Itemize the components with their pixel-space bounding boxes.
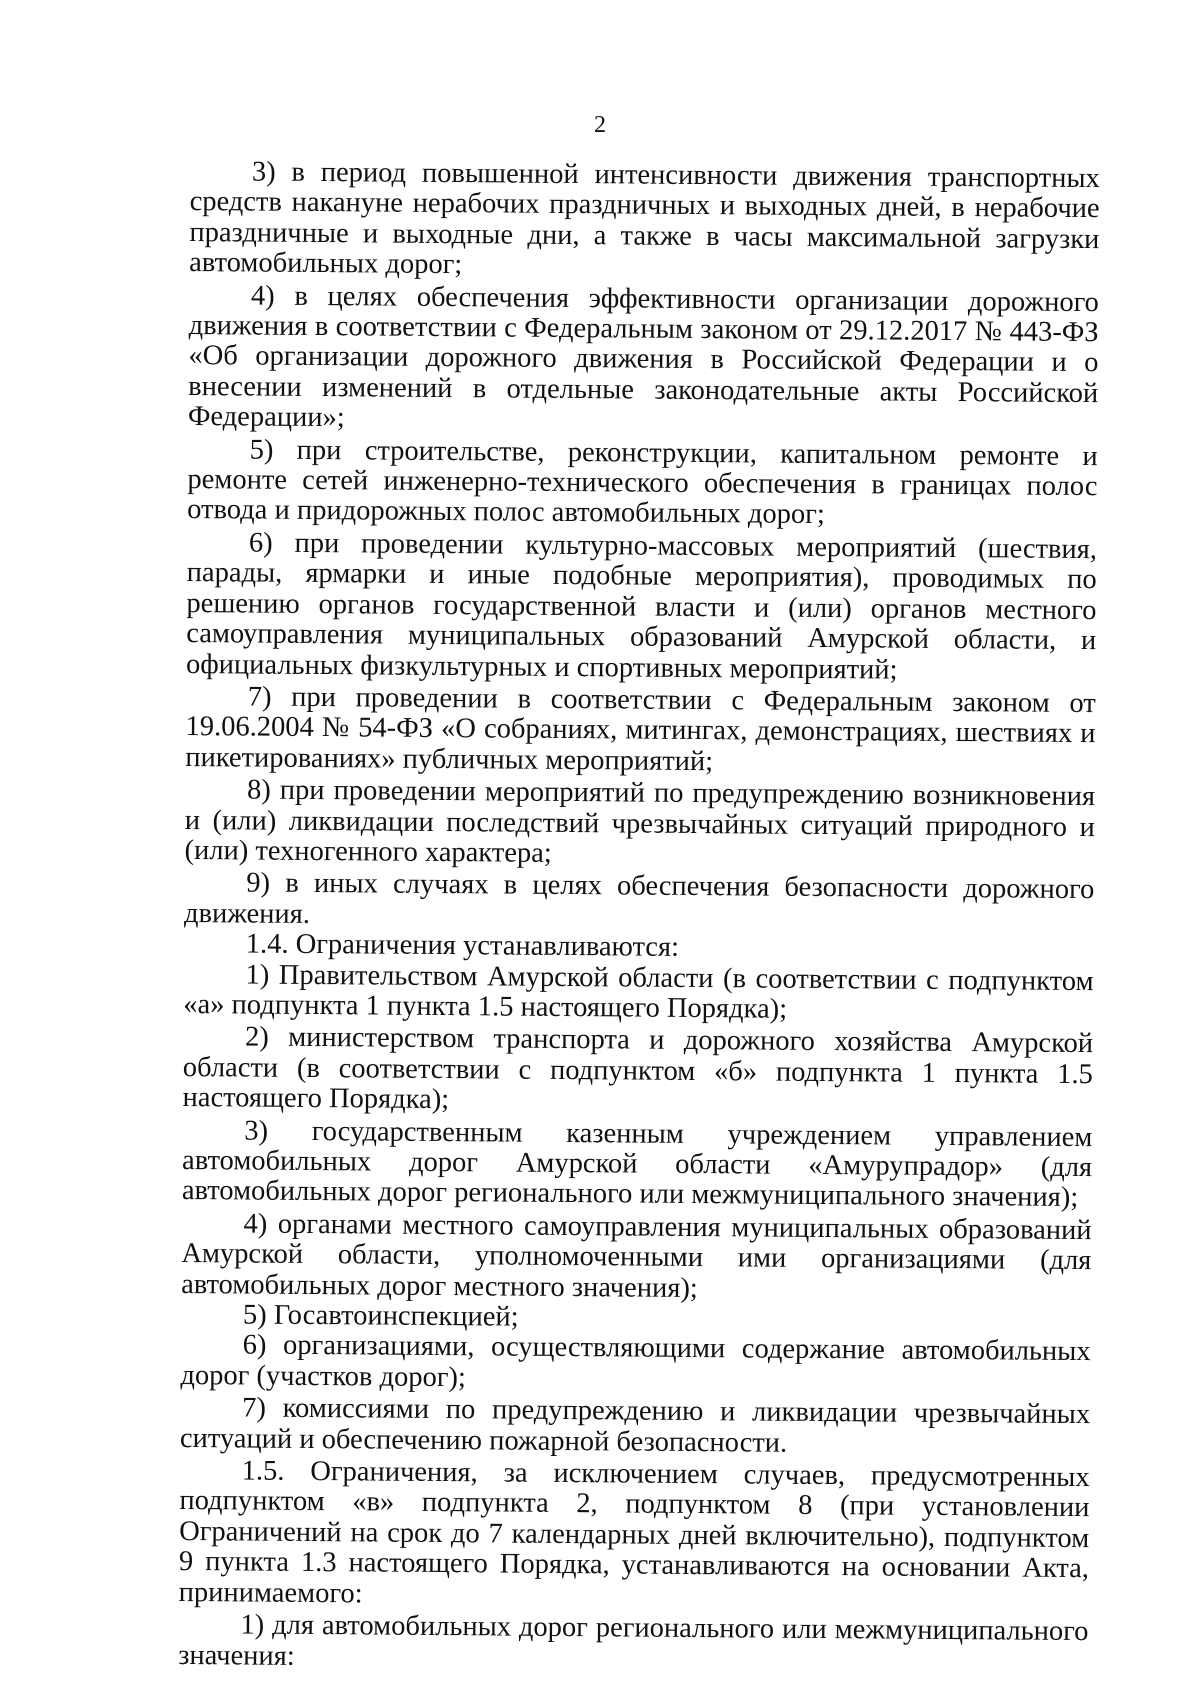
section-1-4-item-1: 1) Правительством Амурской области (в соответствии с подпунктом «а» подпункта 1 пункта 1.5 настоящего Порядка); (183, 959, 1094, 1025)
section-1-4-item-7: 7) комиссиями по предупреждению и ликвидации чрезвычайных ситуаций и обеспечению пожарной безопасности. (179, 1392, 1091, 1459)
section-1-4-item-4: 4) органами местного самоуправления муниципальных образований Амурской области, уполномоченными ими организациями (для автомобильных дорог местного значения); (181, 1208, 1092, 1304)
section-1-5-paragraph: 1.5. Ограничения, за исключением случаев, предусмотренных подпунктом «в» подпункта 2, подпунктом 8 (при установлении Ограничений на срок до 7 календарных дней включительно), подпунктом 9 пункта 1.3 настоящего Порядка, устанавливаются на основании Акта, принимаемого: (178, 1455, 1090, 1610)
page-number: 2 (594, 112, 606, 138)
section-1-4-item-3: 3) государственным казенным учреждением управлением автомобильных дорог Амурской области «Амурупрадор» (для автомобильных дорог регионального или межмуниципального значения); (181, 1115, 1093, 1214)
paragraph-item-8: 8) при проведении мероприятий по предупреждению возникновения и (или) ликвидации последствий чрезвычайных ситуаций природного и (или) техногенного характера; (184, 774, 1096, 869)
paragraph-item-3: 3) в период повышенной интенсивности движения транспортных средств накануне нерабочих праздничных и выходных дней, в нерабочие праздничные и выходные дни, а также в часы максимальной загрузки автомобильных дорог; (189, 156, 1100, 281)
document-body (178, 157, 1100, 1678)
section-1-4-item-5: 5) Госавтоинспекцией; (242, 1299, 519, 1333)
section-1-5-item-1: 1) для автомобильных дорог регионального или межмуниципального значения: (178, 1609, 1089, 1672)
paragraph-item-5: 5) при строительстве, реконструкции, капитальном ремонте и ремонте сетей инженерно-технического обеспечения в границах полос отвода и придорожных полос автомобильных дорог; (187, 434, 1098, 531)
section-1-4-heading: 1.4. Ограничения устанавливаются: (245, 928, 680, 964)
paragraph-item-4: 4) в целях обеспечения эффективности организации дорожного движения в соответствии с Федеральным законом от 29.12.2017 № 443-ФЗ «Об организации дорожного движения в Российской Федерации и о внесении изменений в отдельные законодательные акты Российской Федерации»; (187, 280, 1100, 434)
paragraph-item-9: 9) в иных случаях в целях обеспечения безопасности дорожного движения. (183, 867, 1095, 930)
paragraph-item-7: 7) при проведении в соответствии с Федеральным законом от 19.06.2004 № 54-ФЗ «О собраниях, митингах, демонстрациях, шествиях и пикетированиях» публичных мероприятий; (185, 681, 1096, 777)
paragraph-item-6: 6) при проведении культурно-массовых мероприятий (шествия, парады, ярмарки и иные подобные мероприятия), проводимых по решению органов государственной власти и (или) органов местного самоуправления муниципальных образований Амурской области, и официальных физкультурных и спортивных мероприятий; (185, 527, 1098, 686)
section-1-4-item-2: 2) министерством транспорта и дорожного хозяйства Амурской области (в соответствии с подпунктом «б» подпункта 1 пункта 1.5 настоящего Порядка); (182, 1021, 1094, 1116)
section-1-4-item-6: 6) организациями, осуществляющими содержание автомобильных дорог (участков дорог); (180, 1329, 1091, 1394)
